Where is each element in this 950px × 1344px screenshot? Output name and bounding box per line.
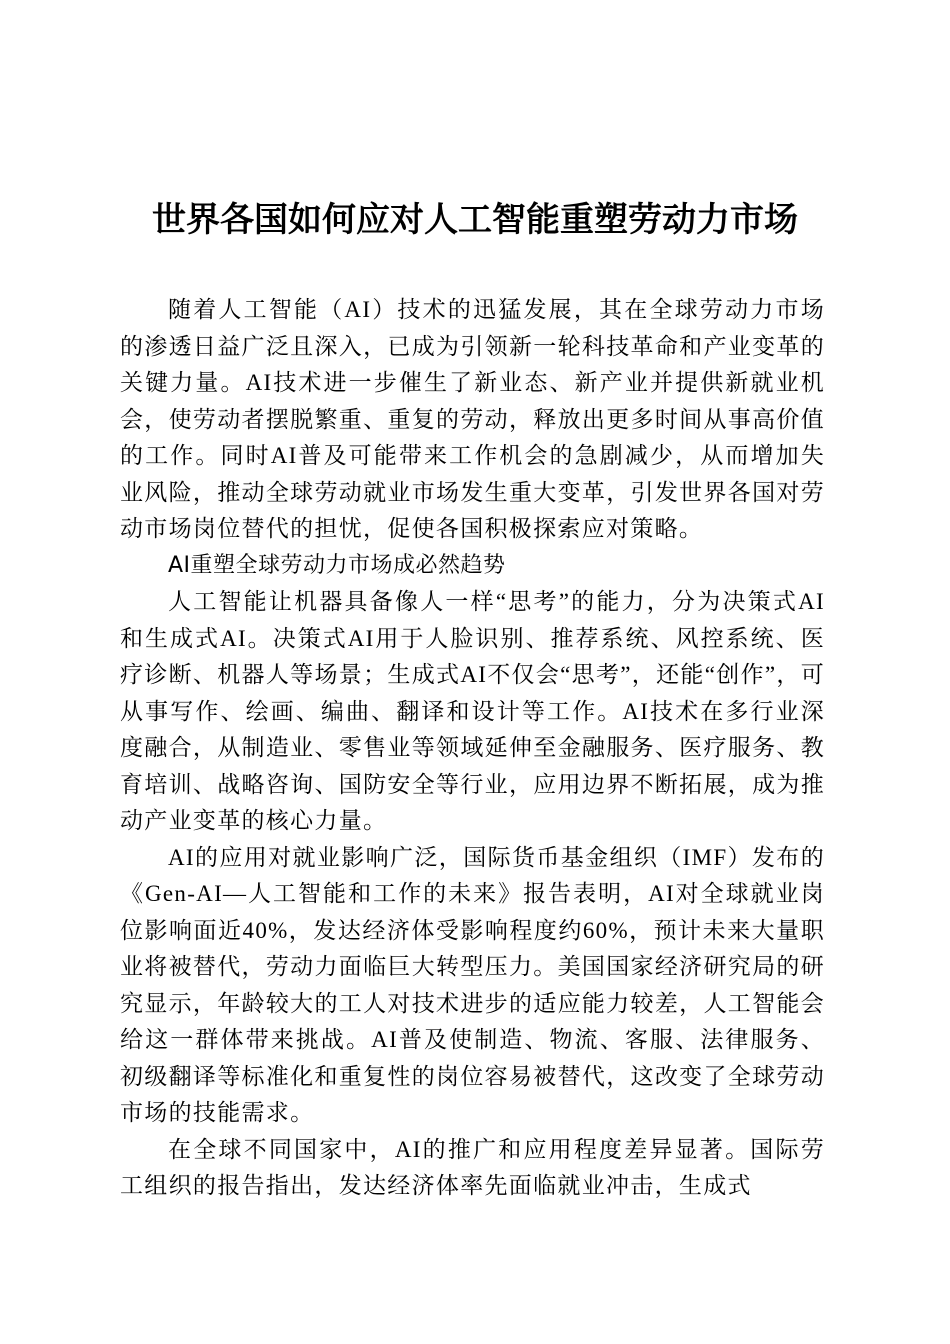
section-heading: AI重塑全球劳动力市场成必然趋势 [168, 552, 506, 578]
document-title: 世界各国如何应对人工智能重塑劳动力市场 [152, 200, 798, 240]
section-paragraph-3: 在全球不同国家中，AI的推广和应用程度差异显著。国际劳工组织的报告指出，发达经济体率先面临就业冲击，生成式 [120, 1136, 825, 1198]
document-body [120, 292, 825, 1205]
intro-paragraph: 随着人工智能（AI）技术的迅猛发展，其在全球劳动力市场的渗透日益广泛且深入，已成为引领新一轮科技革命和产业变革的关键力量。AI技术进一步催生了新业态、新产业并提供新就业机会，使劳动者摆脱繁重、重复的劳动，释放出更多时间从事高价值的工作。同时AI普及可能带来工作机会的急剧减少，从而增加失业风险，推动全球劳动就业市场发生重大变革，引发世界各国对劳动市场岗位替代的担忧，促使各国积极探索应对策略。 [120, 297, 825, 541]
section-paragraph-2: AI的应用对就业影响广泛，国际货币基金组织（IMF）发布的《Gen-AI—人工智能和工作的未来》报告表明，AI对全球就业岗位影响面近40%，发达经济体受影响程度约60%，预计未来大量职业将被替代，劳动力面临巨大转型压力。美国国家经济研究局的研究显示，年龄较大的工人对技术进步的适应能力较差，人工智能会给这一群体带来挑战。AI普及使制造、物流、客服、法律服务、初级翻译等标准化和重复性的岗位容易被替代，这改变了全球劳动市场的技能需求。 [120, 844, 825, 1125]
section-paragraph-1: 人工智能让机器具备像人一样“思考”的能力，分为决策式AI和生成式AI。决策式AI用于人脸识别、推荐系统、风控系统、医疗诊断、机器人等场景；生成式AI不仅会“思考”，还能“创作”，可从事写作、绘画、编曲、翻译和设计等工作。AI技术在多行业深度融合，从制造业、零售业等领域延伸至金融服务、医疗服务、教育培训、战略咨询、国防安全等行业，应用边界不断拓展，成为推动产业变革的核心力量。 [120, 589, 825, 833]
